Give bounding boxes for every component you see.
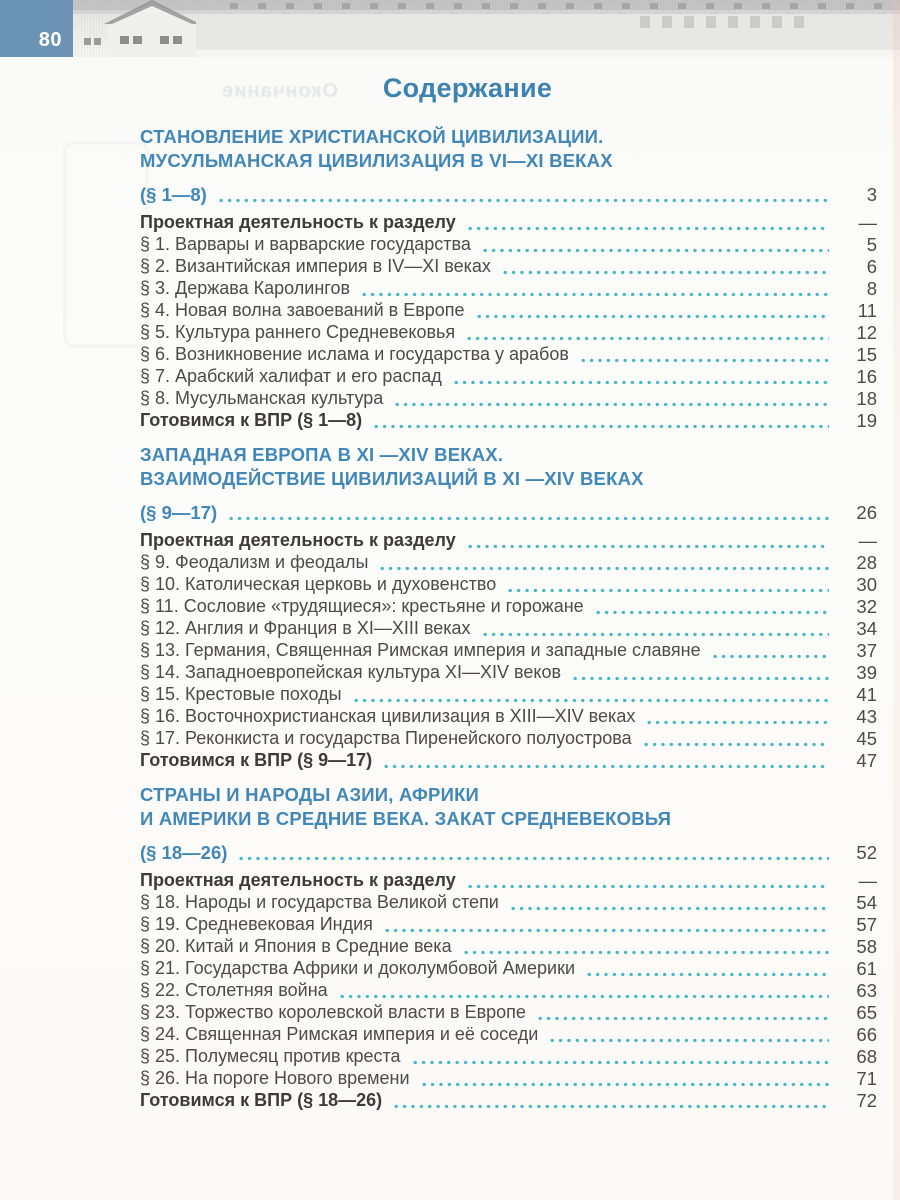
- toc-content: [140, 125, 877, 1111]
- dot-leader: [216, 197, 829, 202]
- entry-label: § 9. Феодализм и феодалы: [140, 552, 369, 572]
- entry-label: (§ 18—26): [140, 842, 228, 863]
- dot-leader: [641, 741, 829, 746]
- entry-label: § 15. Крестовые походы: [140, 684, 342, 704]
- page-number-tab: [0, 0, 73, 57]
- toc-entry-row: [140, 1001, 877, 1023]
- dot-leader: [464, 335, 829, 340]
- toc-entry-row: [140, 869, 877, 891]
- toc-entry-row: [140, 277, 877, 299]
- toc-entry-row: [140, 343, 877, 365]
- toc-entry-row: [140, 661, 877, 683]
- dot-leader: [578, 357, 829, 362]
- dot-leader: [392, 401, 829, 406]
- entry-page-number: —: [858, 870, 877, 891]
- entry-page-number: 5: [866, 234, 877, 255]
- entry-label: Проектная деятельность к разделу: [140, 870, 456, 890]
- entry-page-number: 58: [856, 936, 877, 957]
- toc-entry-row: [140, 321, 877, 343]
- dot-leader: [710, 653, 829, 658]
- dot-leader: [337, 993, 829, 998]
- entry-label: § 24. Священная Римская империя и её соседи: [140, 1024, 539, 1044]
- entry-page-number: 37: [856, 640, 877, 661]
- entry-label: § 25. Полумесяц против креста: [140, 1046, 401, 1066]
- section-heading: [140, 443, 877, 491]
- dot-leader: [236, 855, 829, 860]
- entry-label: § 17. Реконкиста и государства Пиренейского полуострова: [140, 728, 632, 748]
- entry-page-number: 66: [856, 1024, 877, 1045]
- entry-label: § 4. Новая волна завоеваний в Европе: [140, 300, 465, 320]
- toc-entry-row: [140, 409, 877, 431]
- entry-page-number: 15: [856, 344, 877, 365]
- entry-page-number: 52: [856, 842, 877, 863]
- toc-section: [140, 443, 877, 771]
- entry-page-number: —: [858, 530, 877, 551]
- toc-section: [140, 125, 877, 431]
- dot-leader: [226, 515, 829, 520]
- entry-label: § 13. Германия, Священная Римская империя и западные славяне: [140, 640, 701, 660]
- entry-page-number: 19: [856, 410, 877, 431]
- toc-entry-row: [140, 979, 877, 1001]
- toc-entry-row: [140, 299, 877, 321]
- entry-page-number: 30: [856, 574, 877, 595]
- entry-page-number: 34: [856, 618, 877, 639]
- dot-leader: [410, 1059, 829, 1064]
- entry-page-number: 61: [856, 958, 877, 979]
- entry-label: § 20. Китай и Япония в Средние века: [140, 936, 452, 956]
- toc-entry-row: [140, 1067, 877, 1089]
- toc-entry-row: [140, 529, 877, 551]
- dot-leader: [584, 971, 829, 976]
- dot-leader: [359, 291, 829, 296]
- dot-leader: [593, 609, 829, 614]
- entry-page-number: 65: [856, 1002, 877, 1023]
- entry-page-number: 71: [856, 1068, 877, 1089]
- entry-label: § 26. На пороге Нового времени: [140, 1068, 410, 1088]
- entry-page-number: 16: [856, 366, 877, 387]
- entry-label: Проектная деятельность к разделу: [140, 530, 456, 550]
- dot-leader: [381, 763, 829, 768]
- section-heading-line: ВЗАИМОДЕЙСТВИЕ ЦИВИЛИЗАЦИЙ В XI —XIV ВЕКАХ: [140, 468, 644, 489]
- entry-label: § 12. Англия и Франция в XI—XIII веках: [140, 618, 471, 638]
- toc-entry-row: [140, 727, 877, 749]
- entry-page-number: 43: [856, 706, 877, 727]
- section-range-row: [140, 181, 877, 205]
- toc-entry-row: [140, 255, 877, 277]
- dot-leader: [377, 565, 829, 570]
- dot-leader: [474, 313, 829, 318]
- toc-entry-row: [140, 595, 877, 617]
- entry-page-number: 8: [866, 278, 877, 299]
- section-heading-line: МУСУЛЬМАНСКАЯ ЦИВИЛИЗАЦИЯ В VI—XI ВЕКАХ: [140, 150, 613, 171]
- page-number: 80: [38, 29, 62, 51]
- section-range-row: [140, 499, 877, 523]
- entry-page-number: 32: [856, 596, 877, 617]
- toc-section: [140, 783, 877, 1111]
- entry-label: § 14. Западноевропейская культура XI—XIV веков: [140, 662, 562, 682]
- toc-entry-row: [140, 1045, 877, 1067]
- entry-page-number: 57: [856, 914, 877, 935]
- dot-leader: [570, 675, 829, 680]
- section-heading-line: ЗАПАДНАЯ ЕВРОПА В XI —XIV ВЕКАХ.: [140, 444, 504, 465]
- entry-page-number: 6: [866, 256, 877, 277]
- section-heading-line: СТАНОВЛЕНИЕ ХРИСТИАНСКОЙ ЦИВИЛИЗАЦИИ.: [140, 126, 604, 147]
- title-wrap: [60, 73, 875, 104]
- entry-label: Готовимся к ВПР (§ 1—8): [140, 410, 363, 430]
- toc-entry-row: [140, 891, 877, 913]
- dot-leader: [465, 225, 829, 230]
- entry-label: § 19. Средневековая Индия: [140, 914, 373, 934]
- toc-entry-row: [140, 683, 877, 705]
- dot-leader: [451, 379, 829, 384]
- entry-label: Готовимся к ВПР (§ 18—26): [140, 1090, 383, 1110]
- entry-page-number: 45: [856, 728, 877, 749]
- toc-entry-row: [140, 211, 877, 233]
- entry-page-number: 63: [856, 980, 877, 1001]
- dot-leader: [351, 697, 829, 702]
- dot-leader: [465, 543, 829, 548]
- entry-label: § 3. Держава Каролингов: [140, 278, 351, 298]
- section-heading-line: И АМЕРИКИ В СРЕДНИЕ ВЕКА. ЗАКАТ СРЕДНЕВЕКОВЬЯ: [140, 808, 672, 829]
- dot-leader: [465, 883, 829, 888]
- toc-entry-row: [140, 617, 877, 639]
- section-heading-line: СТРАНЫ И НАРОДЫ АЗИИ, АФРИКИ: [140, 784, 480, 805]
- dot-leader: [480, 631, 829, 636]
- entry-label: § 6. Возникновение ислама и государства у арабов: [140, 344, 569, 364]
- dot-leader: [644, 719, 829, 724]
- entry-label: § 5. Культура раннего Средневековья: [140, 322, 456, 342]
- toc-entry-row: [140, 1023, 877, 1045]
- page-title: Содержание: [382, 73, 553, 103]
- page-edge-shadow: [893, 0, 900, 1200]
- medieval-town-illustration: [0, 0, 900, 57]
- toc-entry-row: [140, 935, 877, 957]
- entry-page-number: —: [858, 212, 877, 233]
- dot-leader: [547, 1037, 829, 1042]
- toc-entry-row: [140, 705, 877, 727]
- dot-leader: [419, 1081, 829, 1086]
- entry-page-number: 68: [856, 1046, 877, 1067]
- entry-page-number: 39: [856, 662, 877, 683]
- entry-label: § 23. Торжество королевской власти в Европе: [140, 1002, 526, 1022]
- dot-leader: [371, 423, 829, 428]
- toc-entry-row: [140, 365, 877, 387]
- dot-leader: [461, 949, 829, 954]
- entry-label: Готовимся к ВПР (§ 9—17): [140, 750, 373, 770]
- entry-page-number: 26: [856, 502, 877, 523]
- section-range-row: [140, 839, 877, 863]
- toc-entry-row: [140, 639, 877, 661]
- entry-label: § 8. Мусульманская культура: [140, 388, 384, 408]
- dot-leader: [391, 1103, 829, 1108]
- entry-page-number: 47: [856, 750, 877, 771]
- toc-entry-row: [140, 1089, 877, 1111]
- entry-label: Проектная деятельность к разделу: [140, 212, 456, 232]
- dot-leader: [382, 927, 829, 932]
- entry-label: § 1. Варвары и варварские государства: [140, 234, 471, 254]
- dot-leader: [480, 247, 829, 252]
- entry-label: § 7. Арабский халифат и его распад: [140, 366, 442, 386]
- entry-label: § 11. Сословие «трудящиеся»: крестьяне и горожане: [140, 596, 584, 616]
- toc-entry-row: [140, 957, 877, 979]
- entry-page-number: 54: [856, 892, 877, 913]
- toc-entry-row: [140, 913, 877, 935]
- entry-page-number: 11: [857, 300, 877, 321]
- entry-page-number: 18: [856, 388, 877, 409]
- toc-entry-row: [140, 749, 877, 771]
- section-heading: [140, 125, 877, 173]
- entry-page-number: 28: [856, 552, 877, 573]
- entry-page-number: 41: [856, 684, 877, 705]
- entry-page-number: 12: [856, 322, 877, 343]
- dot-leader: [508, 905, 829, 910]
- entry-label: § 16. Восточнохристианская цивилизация в XIII—XIV веках: [140, 706, 636, 726]
- entry-label: § 18. Народы и государства Великой степи: [140, 892, 499, 912]
- dot-leader: [500, 269, 829, 274]
- section-heading: [140, 783, 877, 831]
- entry-label: § 22. Столетняя война: [140, 980, 328, 1000]
- entry-label: § 10. Католическая церковь и духовенство: [140, 574, 497, 594]
- toc-entry-row: [140, 551, 877, 573]
- entry-page-number: 3: [866, 184, 877, 205]
- entry-page-number: 72: [856, 1090, 877, 1111]
- entry-label: (§ 9—17): [140, 502, 218, 523]
- toc-entry-row: [140, 387, 877, 409]
- dot-leader: [535, 1015, 829, 1020]
- entry-label: § 2. Византийская империя в IV—XI веках: [140, 256, 491, 276]
- toc-entry-row: [140, 573, 877, 595]
- bleed-through-frame: [64, 142, 148, 347]
- toc-entry-row: [140, 233, 877, 255]
- bleed-through-text: Окончание: [221, 80, 338, 102]
- header-image-band: [0, 0, 900, 57]
- dot-leader: [505, 587, 829, 592]
- entry-label: (§ 1—8): [140, 184, 207, 205]
- entry-label: § 21. Государства Африки и доколумбовой Америки: [140, 958, 576, 978]
